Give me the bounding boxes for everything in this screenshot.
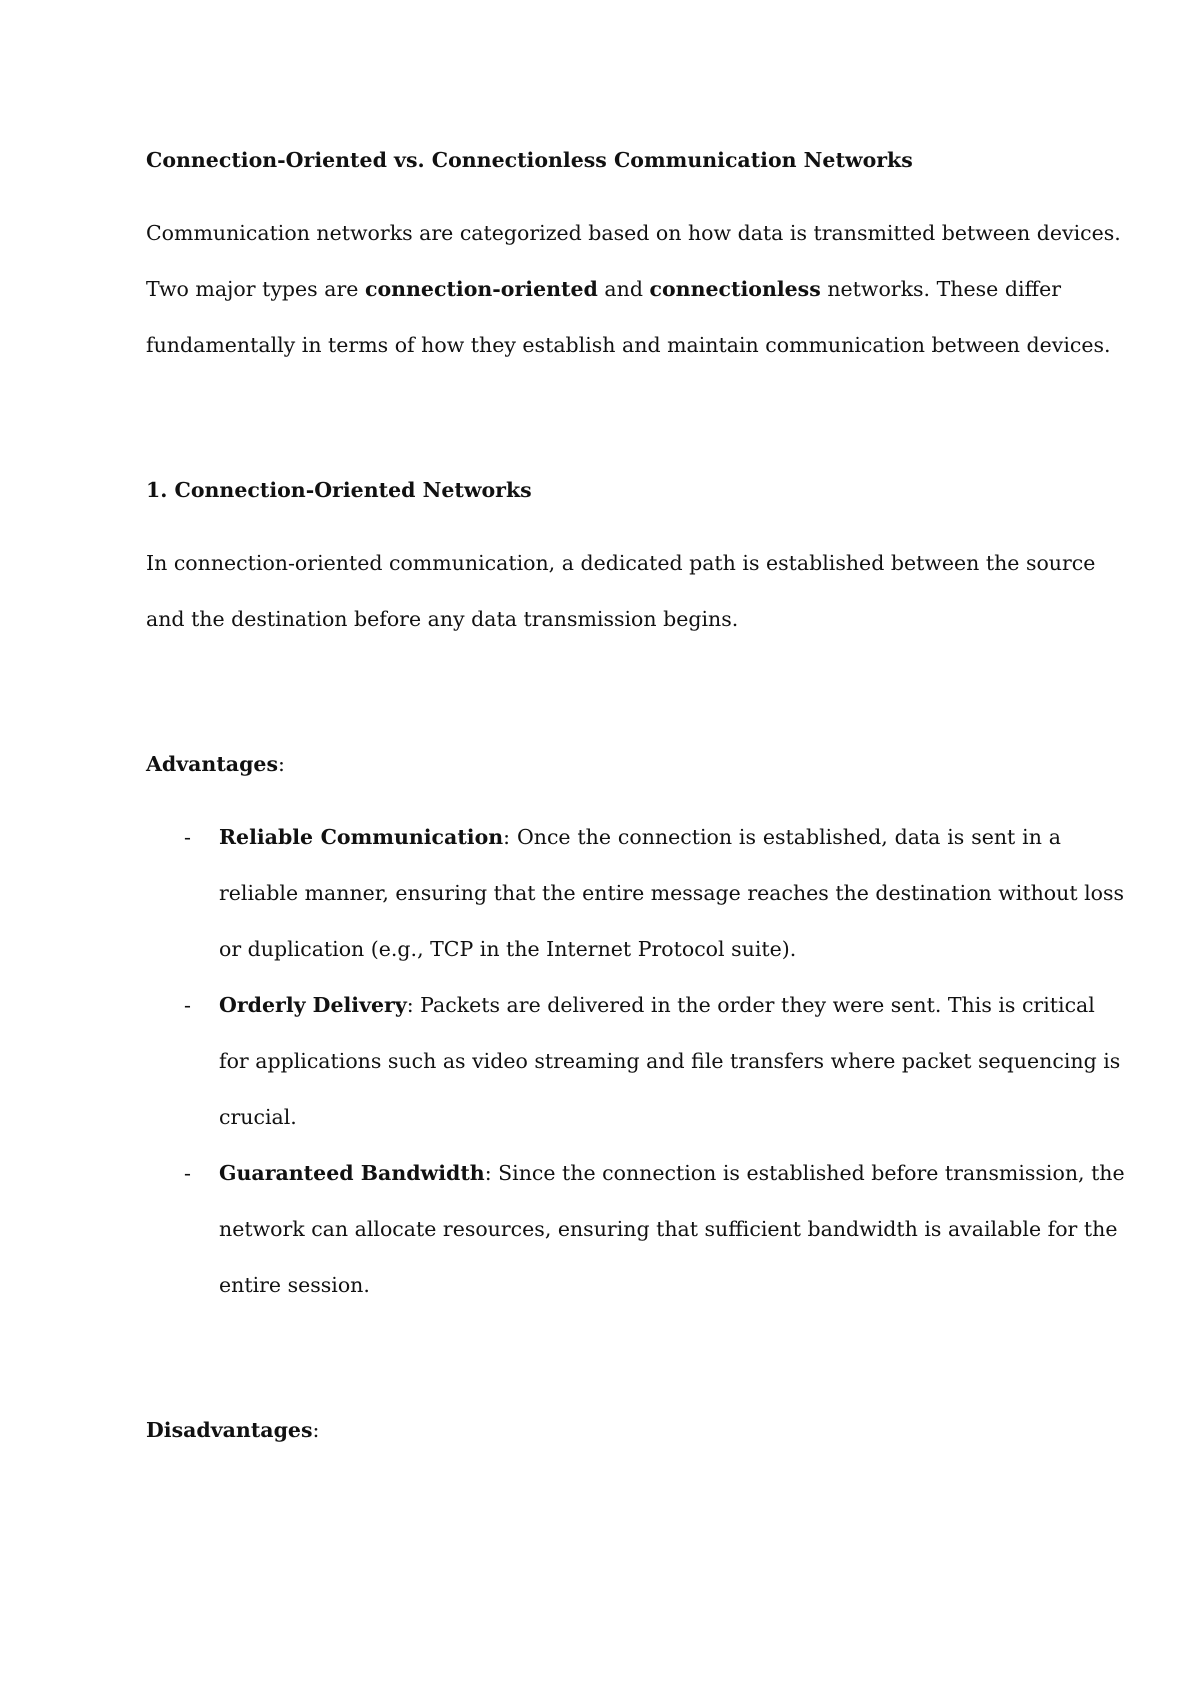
- document-title: Connection-Oriented vs. Connectionless Communication Networks: [146, 148, 913, 172]
- disadvantages-heading: [146, 1416, 319, 1444]
- bullet-line: crucial.: [219, 1105, 297, 1129]
- intro-text: and: [597, 277, 650, 301]
- bullet-text: : Once the connection is established, data is sent in a: [503, 825, 1062, 849]
- list-item: [219, 991, 1095, 1019]
- intro-text: networks. These differ: [820, 277, 1062, 301]
- bullet-dash: -: [184, 1161, 191, 1185]
- bullet-term: Guaranteed Bandwidth: [219, 1161, 485, 1185]
- bullet-line: network can allocate resources, ensuring that sufficient bandwidth is available for the: [219, 1217, 1118, 1241]
- advantages-colon: :: [278, 752, 285, 776]
- bullet-line: or duplication (e.g., TCP in the Internet Protocol suite).: [219, 937, 797, 961]
- bullet-term: Reliable Communication: [219, 825, 504, 849]
- bullet-line: for applications such as video streaming and file transfers where packet sequencing is: [219, 1049, 1121, 1073]
- intro-text: Two major types are: [146, 277, 365, 301]
- section-line-1: In connection-oriented communication, a dedicated path is established between the source: [146, 551, 1096, 575]
- bullet-term: Orderly Delivery: [219, 993, 407, 1017]
- term-connectionless: connectionless: [649, 277, 821, 301]
- bullet-line: reliable manner, ensuring that the entire message reaches the destination without loss: [219, 881, 1125, 905]
- section-heading: 1. Connection-Oriented Networks: [146, 478, 532, 502]
- intro-line-2: [146, 275, 1061, 303]
- bullet-dash: -: [184, 825, 191, 849]
- bullet-text: : Since the connection is established before transmission, the: [484, 1161, 1125, 1185]
- intro-line-1: Communication networks are categorized based on how data is transmitted between devices.: [146, 221, 1121, 245]
- bullet-text: : Packets are delivered in the order they were sent. This is critical: [406, 993, 1095, 1017]
- term-connection-oriented: connection-oriented: [364, 277, 598, 301]
- disadvantages-colon: :: [312, 1418, 320, 1442]
- disadvantages-label: Disadvantages: [146, 1418, 313, 1442]
- bullet-line: entire session.: [219, 1273, 370, 1297]
- list-item: [219, 1159, 1125, 1187]
- advantages-heading: [146, 750, 285, 778]
- advantages-label: Advantages: [146, 752, 279, 776]
- intro-line-3: fundamentally in terms of how they establish and maintain communication between devices.: [146, 333, 1111, 357]
- section-line-2: and the destination before any data transmission begins.: [146, 607, 739, 631]
- bullet-dash: -: [184, 993, 191, 1017]
- list-item: [219, 823, 1061, 851]
